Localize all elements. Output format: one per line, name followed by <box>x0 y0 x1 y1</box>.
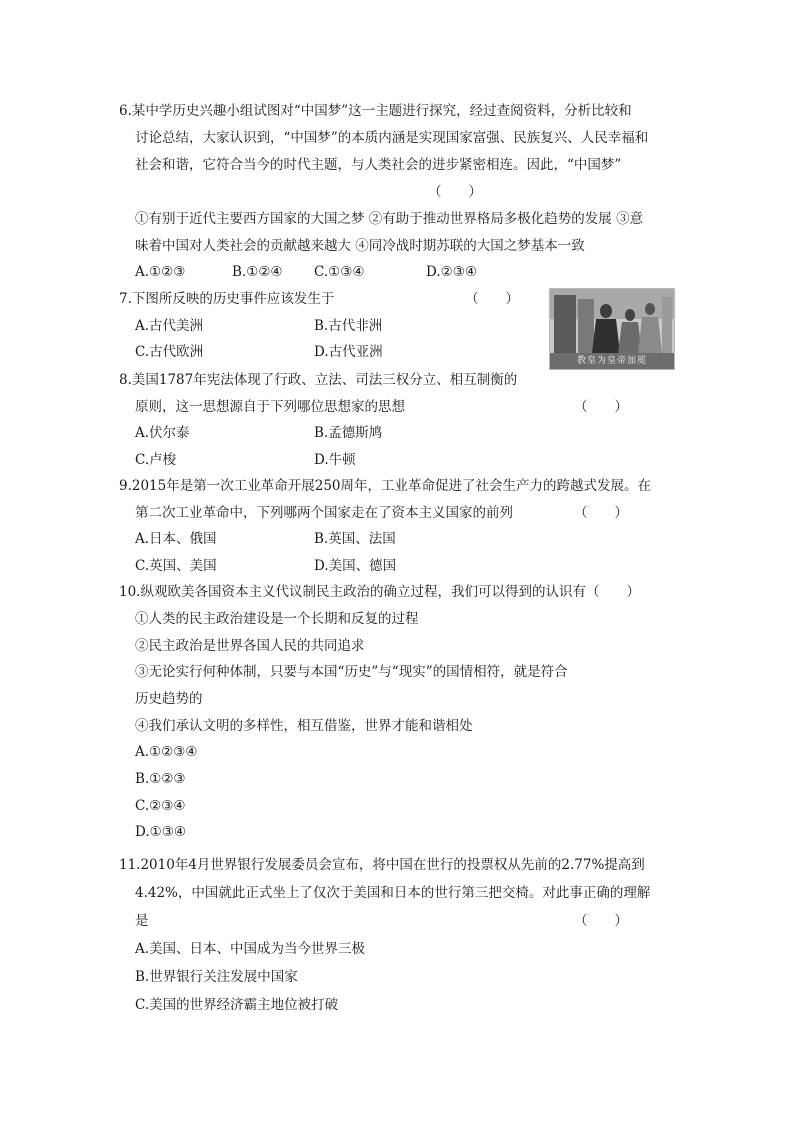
q7-option-d: D.古代亚洲 <box>314 344 383 360</box>
q11-option-c: C.美国的世界经济霸主地位被打破 <box>135 997 339 1013</box>
coronation-photo <box>549 288 675 370</box>
q6-option-d: D.②③④ <box>426 264 477 280</box>
q7-answer-blank: （ ） <box>465 291 519 307</box>
q10-option-d: D.①③④ <box>135 824 186 840</box>
q7-option-c: C.古代欧洲 <box>135 344 204 360</box>
q9-option-c: C.英国、美国 <box>135 558 217 574</box>
q9-stem-line-2: 第二次工业革命中，下列哪两个国家走在了资本主义国家的前列 <box>135 505 513 521</box>
q7-option-b: B.古代非洲 <box>314 318 383 334</box>
q9-option-b: B.英国、法国 <box>314 531 396 547</box>
q6-stem-line-1: 6.某中学历史兴趣小组试图对“中国梦”这一主题进行探究，经过查阅资料，分析比较和 <box>119 103 632 119</box>
q8-answer-blank: （ ） <box>574 399 628 415</box>
q10-statement-1: ①人类的民主政治建设是一个长期和反复的过程 <box>135 611 419 627</box>
q11-stem-line-3: 是 <box>135 913 149 929</box>
q6-option-b: B.①②④ <box>232 264 283 280</box>
q8-stem-line-2: 原则，这一思想源自于下列哪位思想家的思想 <box>135 399 405 415</box>
q9-option-d: D.美国、德国 <box>314 558 397 574</box>
q10-statement-2: ②民主政治是世界各国人民的共同追求 <box>135 638 365 654</box>
photo-caption: 教皇为皇帝加冕 <box>576 356 647 366</box>
q10-stem-line-1: 10.纵观欧美各国资本主义代议制民主政治的确立过程，我们可以得到的认识有（ ） <box>119 584 640 600</box>
q11-stem-line-2: 4.42%，中国就此正式坐上了仅次于美国和日本的世行第三把交椅。对此事正确的理解 <box>135 885 651 901</box>
q6-option-a: A.①②③ <box>135 264 186 280</box>
q6-stem-line-3: 社会和谐，它符合当今的时代主题，与人类社会的进步紧密相连。因此，“中国梦” <box>135 157 622 173</box>
q10-statement-3: ③无论实行何种体制，只要与本国“历史”与“现实”的国情相符，就是符合 <box>135 664 568 680</box>
q6-stem-line-2: 讨论总结，大家认识到，“中国梦”的本质内涵是实现国家富强、民族复兴、人民幸福和 <box>135 130 649 146</box>
q11-answer-blank: （ ） <box>574 913 628 929</box>
q6-statements-line-2: 味着中国对人类社会的贡献越来越大 ④同冷战时期苏联的大国之梦基本一致 <box>135 238 585 254</box>
q6-answer-blank: （ ） <box>428 184 482 200</box>
q10-option-b: B.①②③ <box>135 771 186 787</box>
q6-option-c: C.①③④ <box>314 264 365 280</box>
q9-stem-line-1: 9.2015年是第一次工业革命开展250周年，工业革命促进了社会生产力的跨越式发展。在 <box>119 478 652 494</box>
q10-statement-4: ④我们承认文明的多样性，相互借鉴，世界才能和谐相处 <box>135 718 473 734</box>
q8-option-a: A.伏尔泰 <box>135 425 190 441</box>
q10-option-c: C.②③④ <box>135 798 186 814</box>
q9-option-a: A.日本、俄国 <box>135 531 217 547</box>
q11-option-b: B.世界银行关注发展中国家 <box>135 969 298 985</box>
q10-option-a: A.①②③④ <box>135 744 198 760</box>
q11-option-a: A.美国、日本、中国成为当今世界三极 <box>135 941 366 957</box>
q7-stem-line-1: 7.下图所反映的历史事件应该发生于 <box>119 291 335 307</box>
q6-statements-line-1: ①有别于近代主要西方国家的大国之梦 ②有助于推动世界格局多极化趋势的发展 ③意 <box>135 211 644 227</box>
q7-option-a: A.古代美洲 <box>135 318 204 334</box>
q8-stem-line-1: 8.美国1787年宪法体现了行政、立法、司法三权分立、相互制衡的 <box>119 372 518 388</box>
q11-stem-line-1: 11.2010年4月世界银行发展委员会宣布，将中国在世行的投票权从先前的2.77%提高到 <box>119 857 645 873</box>
q8-option-b: B.孟德斯鸠 <box>314 425 383 441</box>
q8-option-d: D.牛顿 <box>314 452 356 468</box>
q9-answer-blank: （ ） <box>574 505 628 521</box>
q8-option-c: C.卢梭 <box>135 452 177 468</box>
q10-statement-3-cont: 历史趋势的 <box>135 691 203 707</box>
